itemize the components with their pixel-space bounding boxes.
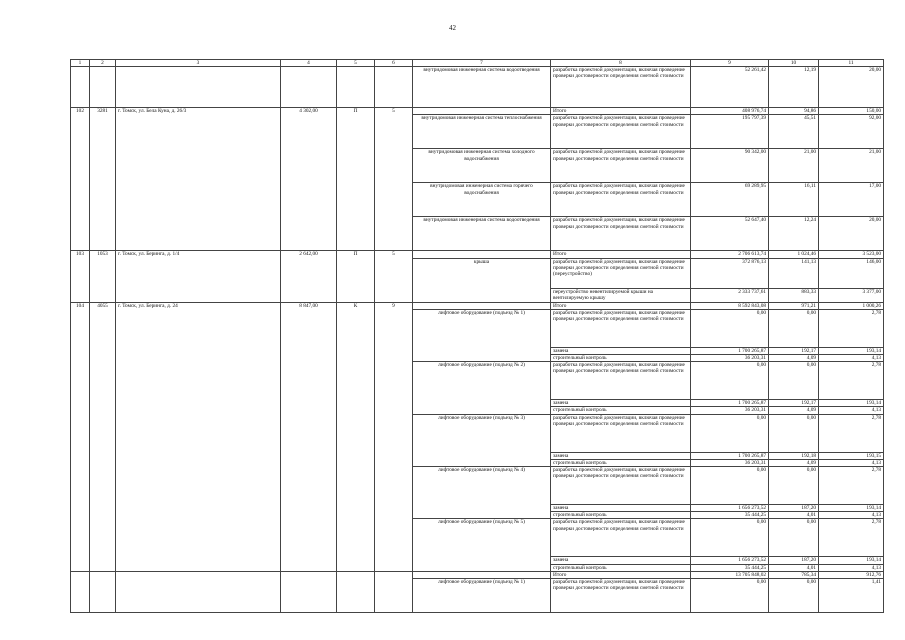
system-cell: внутридомовая инженерная система теплоснабжения bbox=[413, 115, 551, 149]
cost-cell: 1 656 273,52 bbox=[691, 557, 769, 564]
work-type-cell: разработка проектной документации, включая проведение проверки достоверности определения сметной стоимости bbox=[551, 67, 691, 108]
cost-per-sqm-cell: 141,13 bbox=[769, 258, 819, 288]
limit-cost-cell: 2,78 bbox=[819, 467, 884, 505]
area-cell: 8 847,00 bbox=[281, 302, 337, 571]
cost-cell: 36 203,31 bbox=[691, 355, 769, 362]
limit-cost-cell: 2,78 bbox=[819, 362, 884, 400]
limit-cost-cell: 1 000,26 bbox=[819, 302, 884, 309]
wall-material-cell bbox=[337, 67, 375, 108]
cost-cell: 195 797,39 bbox=[691, 115, 769, 149]
work-type-cell: разработка проектной документации, включая проведение проверки достоверности определения сметной стоимости bbox=[551, 115, 691, 149]
system-cell: внутридомовая инженерная система водоотведения bbox=[413, 217, 551, 251]
table-row bbox=[71, 251, 884, 258]
work-type-cell: переустройство невентилируемой крыши на вентилируемую крышу bbox=[551, 288, 691, 302]
column-header: 1 bbox=[71, 60, 90, 67]
header-row bbox=[71, 60, 884, 67]
limit-cost-cell: 21,00 bbox=[819, 149, 884, 183]
cost-per-sqm-cell: 45,51 bbox=[769, 115, 819, 149]
table-row bbox=[71, 108, 884, 115]
cost-per-sqm-cell: 4,01 bbox=[769, 564, 819, 571]
cost-cell: 408 976,74 bbox=[691, 108, 769, 115]
address-cell bbox=[116, 571, 281, 612]
system-cell: лифтовое оборудование (подъезд № 4) bbox=[413, 467, 551, 519]
limit-cost-cell: 20,00 bbox=[819, 67, 884, 108]
cost-cell: 52 647,40 bbox=[691, 217, 769, 251]
column-header: 6 bbox=[375, 60, 413, 67]
limit-cost-cell: 20,00 bbox=[819, 217, 884, 251]
cost-per-sqm-cell: 971,21 bbox=[769, 302, 819, 309]
work-type-cell: строительный контроль bbox=[551, 407, 691, 414]
cost-per-sqm-cell: 12,24 bbox=[769, 217, 819, 251]
house-code-cell bbox=[90, 571, 116, 612]
cost-per-sqm-cell: 12,19 bbox=[769, 67, 819, 108]
work-type-cell: разработка проектной документации, включая проведение проверки достоверности определения сметной стоимости (переустройство) bbox=[551, 258, 691, 288]
system-cell bbox=[413, 108, 551, 115]
work-type-cell: разработка проектной документации, включая проведение проверки достоверности определения сметной стоимости bbox=[551, 309, 691, 347]
cost-cell: 1 700 265,87 bbox=[691, 452, 769, 459]
system-cell bbox=[413, 302, 551, 309]
cost-per-sqm-cell: 4,01 bbox=[769, 512, 819, 519]
area-cell bbox=[281, 571, 337, 612]
system-cell: лифтовое оборудование (подъезд № 1) bbox=[413, 309, 551, 361]
row-number-cell bbox=[71, 571, 90, 612]
limit-cost-cell: 193,14 bbox=[819, 557, 884, 564]
column-header: 7 bbox=[413, 60, 551, 67]
cost-cell: 1 700 265,87 bbox=[691, 347, 769, 354]
cost-per-sqm-cell: 883,33 bbox=[769, 288, 819, 302]
column-header: 8 bbox=[551, 60, 691, 67]
system-cell bbox=[413, 251, 551, 258]
house-code-cell: 4055 bbox=[90, 302, 116, 571]
limit-cost-cell: 193,14 bbox=[819, 400, 884, 407]
cost-cell: 36 203,31 bbox=[691, 459, 769, 466]
system-cell bbox=[413, 571, 551, 578]
capital-repair-table bbox=[70, 59, 884, 613]
column-header: 3 bbox=[116, 60, 281, 67]
limit-cost-cell: 146,00 bbox=[819, 258, 884, 288]
system-cell: внутридомовая инженерная система водоотведения bbox=[413, 67, 551, 108]
cost-cell: 372 876,13 bbox=[691, 258, 769, 288]
system-cell: крыша bbox=[413, 258, 551, 302]
address-cell: г. Томск, ул. Бела Куна, д. 26/3 bbox=[116, 108, 281, 251]
area-cell: 4 302,00 bbox=[281, 108, 337, 251]
cost-per-sqm-cell: 0,00 bbox=[769, 362, 819, 400]
cost-cell: 36 203,31 bbox=[691, 407, 769, 414]
cost-per-sqm-cell: 21,00 bbox=[769, 149, 819, 183]
work-type-cell: разработка проектной документации, включая проведение проверки достоверности определения сметной стоимости bbox=[551, 579, 691, 613]
work-type-cell: замена bbox=[551, 557, 691, 564]
limit-cost-cell: 193,15 bbox=[819, 452, 884, 459]
work-type-cell: замена bbox=[551, 400, 691, 407]
cost-per-sqm-cell: 192,17 bbox=[769, 400, 819, 407]
address-cell: г. Томск, ул. Беринга, д. 24 bbox=[116, 302, 281, 571]
cost-per-sqm-cell: 0,00 bbox=[769, 519, 819, 557]
cost-per-sqm-cell: 785,34 bbox=[769, 571, 819, 578]
row-number-cell: 104 bbox=[71, 302, 90, 571]
work-type-cell: Итого bbox=[551, 571, 691, 578]
floors-cell bbox=[375, 67, 413, 108]
area-cell bbox=[281, 67, 337, 108]
cost-per-sqm-cell: 0,00 bbox=[769, 467, 819, 505]
page-number: 42 bbox=[449, 24, 456, 32]
cost-cell: 0,00 bbox=[691, 414, 769, 452]
cost-per-sqm-cell: 4,09 bbox=[769, 355, 819, 362]
work-type-cell: строительный контроль bbox=[551, 459, 691, 466]
work-type-cell: замена bbox=[551, 347, 691, 354]
column-header: 5 bbox=[337, 60, 375, 67]
wall-material-cell: П bbox=[337, 251, 375, 302]
limit-cost-cell: 193,14 bbox=[819, 505, 884, 512]
work-type-cell: разработка проектной документации, включая проведение проверки достоверности определения сметной стоимости bbox=[551, 149, 691, 183]
system-cell: лифтовое оборудование (подъезд № 2) bbox=[413, 362, 551, 414]
floors-cell: 9 bbox=[375, 302, 413, 571]
column-header: 4 bbox=[281, 60, 337, 67]
cost-cell: 52 261,42 bbox=[691, 67, 769, 108]
floors-cell bbox=[375, 571, 413, 612]
row-number-cell bbox=[71, 67, 90, 108]
work-type-cell: Итого bbox=[551, 108, 691, 115]
system-cell: лифтовое оборудование (подъезд № 1) bbox=[413, 579, 551, 613]
work-type-cell: разработка проектной документации, включая проведение проверки достоверности определения сметной стоимости bbox=[551, 414, 691, 452]
cost-per-sqm-cell: 94,86 bbox=[769, 108, 819, 115]
work-type-cell: разработка проектной документации, включая проведение проверки достоверности определения сметной стоимости bbox=[551, 519, 691, 557]
cost-cell: 13 705 848,02 bbox=[691, 571, 769, 578]
cost-per-sqm-cell: 192,17 bbox=[769, 347, 819, 354]
limit-cost-cell: 193,14 bbox=[819, 347, 884, 354]
row-number-cell: 103 bbox=[71, 251, 90, 302]
cost-per-sqm-cell: 187,20 bbox=[769, 505, 819, 512]
wall-material-cell: К bbox=[337, 302, 375, 571]
cost-per-sqm-cell: 4,09 bbox=[769, 407, 819, 414]
cost-cell: 35 444,25 bbox=[691, 512, 769, 519]
table-row bbox=[71, 302, 884, 309]
column-header: 11 bbox=[819, 60, 884, 67]
wall-material-cell bbox=[337, 571, 375, 612]
limit-cost-cell: 1,41 bbox=[819, 579, 884, 613]
column-header: 10 bbox=[769, 60, 819, 67]
work-type-cell: разработка проектной документации, включая проведение проверки достоверности определения сметной стоимости bbox=[551, 467, 691, 505]
work-type-cell: Итого bbox=[551, 251, 691, 258]
system-cell: лифтовое оборудование (подъезд № 3) bbox=[413, 414, 551, 466]
limit-cost-cell: 2,78 bbox=[819, 414, 884, 452]
floors-cell: 5 bbox=[375, 108, 413, 251]
cost-cell: 69 289,95 bbox=[691, 183, 769, 217]
work-type-cell: строительный контроль bbox=[551, 355, 691, 362]
limit-cost-cell: 3 377,00 bbox=[819, 288, 884, 302]
system-cell: внутридомовая инженерная система горячего водоснабжения bbox=[413, 183, 551, 217]
work-type-cell: строительный контроль bbox=[551, 512, 691, 519]
cost-cell: 1 656 273,52 bbox=[691, 505, 769, 512]
table-row bbox=[71, 571, 884, 578]
work-type-cell: строительный контроль bbox=[551, 564, 691, 571]
cost-cell: 0,00 bbox=[691, 467, 769, 505]
cost-cell: 0,00 bbox=[691, 309, 769, 347]
cost-cell: 90 342,00 bbox=[691, 149, 769, 183]
work-type-cell: замена bbox=[551, 452, 691, 459]
address-cell bbox=[116, 67, 281, 108]
work-type-cell: разработка проектной документации, включая проведение проверки достоверности определения сметной стоимости bbox=[551, 183, 691, 217]
house-code-cell bbox=[90, 67, 116, 108]
floors-cell: 5 bbox=[375, 251, 413, 302]
cost-cell: 2 333 737,61 bbox=[691, 288, 769, 302]
limit-cost-cell: 912,76 bbox=[819, 571, 884, 578]
cost-per-sqm-cell: 0,00 bbox=[769, 414, 819, 452]
cost-per-sqm-cell: 16,11 bbox=[769, 183, 819, 217]
cost-per-sqm-cell: 4,09 bbox=[769, 459, 819, 466]
cost-cell: 2 706 613,74 bbox=[691, 251, 769, 258]
limit-cost-cell: 4,13 bbox=[819, 459, 884, 466]
system-cell: лифтовое оборудование (подъезд № 5) bbox=[413, 519, 551, 571]
limit-cost-cell: 3 523,00 bbox=[819, 251, 884, 258]
limit-cost-cell: 4,13 bbox=[819, 564, 884, 571]
limit-cost-cell: 4,13 bbox=[819, 512, 884, 519]
work-type-cell: разработка проектной документации, включая проведение проверки достоверности определения сметной стоимости bbox=[551, 217, 691, 251]
house-code-cell: 1053 bbox=[90, 251, 116, 302]
cost-per-sqm-cell: 0,00 bbox=[769, 309, 819, 347]
cost-cell: 8 592 843,08 bbox=[691, 302, 769, 309]
cost-per-sqm-cell: 1 024,46 bbox=[769, 251, 819, 258]
area-cell: 2 642,00 bbox=[281, 251, 337, 302]
column-header: 9 bbox=[691, 60, 769, 67]
cost-per-sqm-cell: 187,20 bbox=[769, 557, 819, 564]
cost-cell: 0,00 bbox=[691, 519, 769, 557]
limit-cost-cell: 150,00 bbox=[819, 108, 884, 115]
cost-cell: 0,00 bbox=[691, 362, 769, 400]
limit-cost-cell: 17,00 bbox=[819, 183, 884, 217]
system-cell: внутридомовая инженерная система холодного водоснабжения bbox=[413, 149, 551, 183]
cost-cell: 35 444,25 bbox=[691, 564, 769, 571]
cost-per-sqm-cell: 0,00 bbox=[769, 579, 819, 613]
work-type-cell: разработка проектной документации, включая проведение проверки достоверности определения сметной стоимости bbox=[551, 362, 691, 400]
cost-cell: 0,00 bbox=[691, 579, 769, 613]
wall-material-cell: П bbox=[337, 108, 375, 251]
work-type-cell: замена bbox=[551, 505, 691, 512]
limit-cost-cell: 2,78 bbox=[819, 309, 884, 347]
table-row bbox=[71, 67, 884, 108]
limit-cost-cell: 4,13 bbox=[819, 355, 884, 362]
address-cell: г. Томск, ул. Беринга, д. 1/4 bbox=[116, 251, 281, 302]
house-code-cell: 3281 bbox=[90, 108, 116, 251]
limit-cost-cell: 92,00 bbox=[819, 115, 884, 149]
cost-cell: 1 700 265,87 bbox=[691, 400, 769, 407]
work-type-cell: Итого bbox=[551, 302, 691, 309]
row-number-cell: 102 bbox=[71, 108, 90, 251]
cost-per-sqm-cell: 192,18 bbox=[769, 452, 819, 459]
column-header: 2 bbox=[90, 60, 116, 67]
limit-cost-cell: 2,78 bbox=[819, 519, 884, 557]
limit-cost-cell: 4,13 bbox=[819, 407, 884, 414]
